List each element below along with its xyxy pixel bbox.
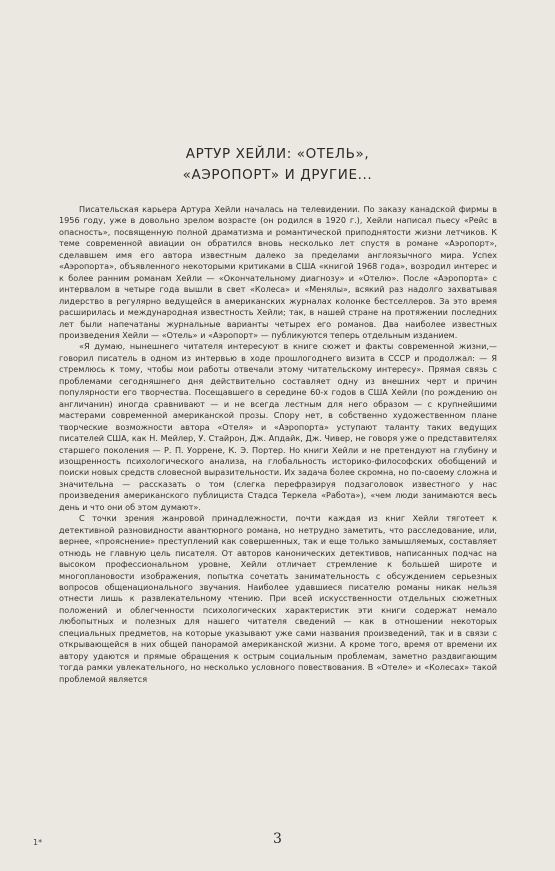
paragraph-2: «Я думаю, нынешнего читателя интересуют в книге сюжет и факты современной жизни,— говорил писатель в одном из интервью в ходе прошлогоднего визита в СССР и продолжал: — Я стремлюсь к тому, чтобы мои работы отвечали этому читательскому интересу». Прямая связь с проблемами сегодняшнего дня действительно составляет одну из внешних черт и причин популярности его творчества. Посещавшего в середине 60-х годов в США Хейли (по рождению он англичанин) иногда сравнивают — и не всегда лестным для него образом — с крупнейшими мастерами современной американской прозы. Спору нет, в собственно художественном плане творческие возможности автора «Отеля» и «Аэропорта» уступают таланту таких ведущих писателей США, как Н. Мейлер, У. Стайрон, Дж. Апдайк, Дж. Чивер, не говоря уже о представителях старшего поколения — Р. П. Уоррене, К. Э. Портер. Но книги Хейли и не претендуют на глубину и изощренность психологического анализа, на глобальность историко-философских обобщений и поиски новых средств словесной выразительности. Их задача более скромна, но по-своему сложна и значительна — рассказать о том (слегка перефразируя подзаголовок известного у нас произведения американского публициста Стадса Теркела «Работа»), «чем люди занимаются весь день и что они об этом думают». bbox=[59, 341, 497, 512]
page-title bbox=[0, 144, 555, 186]
signature-mark: 1* bbox=[33, 838, 43, 847]
article-body bbox=[59, 204, 497, 685]
paragraph-3: С точки зрения жанровой принадлежности, почти каждая из книг Хейли тяготеет к детективной разновидности авантюрного романа, но нетрудно заметить, что расследование, или, вернее, «прояснение» преступлений как совершенных, так и еще только замышляемых, составляет отнюдь не главную цель писателя. От авторов канонических детективов, написанных подчас на высоком профессиональном уровне, Хейли отличает стремление к большей широте и многоплановости изображения, попытка сочетать занимательность с обсуждением серьезных вопросов общенационального звучания. Наиболее удавшиеся писателю романы никак нельзя отнести лишь к развлекательному чтению. При всей искусственности отдельных сюжетных положений и облегченности психологических характеристик эти книги содержат немало любопытных и полезных для нашего читателя сведений — как в отношении некоторых специальных предметов, на которые указывают уже сами названия произведений, так и в связи с открывающейся в них общей панорамой американской жизни. А кроме того, время от времени их автору удаются и прямые обращения к острым социальным проблемам, заметно раздвигающим тогда рамки увлекательного, но несколько условного повествования. В «Отеле» и «Колесах» такой проблемой является bbox=[59, 513, 497, 684]
title-line-1: АРТУР ХЕЙЛИ: «ОТЕЛЬ», bbox=[185, 146, 370, 162]
paragraph-1: Писательская карьера Артура Хейли началась на телевидении. По заказу канадской фирмы в 1956 году, уже в довольно зрелом возрасте (он родился в 1920 г.), Хейли написал пьесу «Рейс в опасность», посвященную полной драматизма и романтической приподнятости жизни летчиков. К теме современной авиации он обратился вновь несколько лет спустя в романе «Аэропорт», сделавшем имя его автора известным далеко за пределами англоязычного мира. Успех «Аэропорта», объявленного некоторыми критиками в США «книгой 1968 года», возродил интерес и к более ранним романам Хейли — «Окончательному диагнозу» и «Отелю». После «Аэропорта» с интервалом в четыре года вышли в свет «Колеса» и «Менялы», всякий раз надолго захватывая лидерство в регулярно ведущейся в американских журналах колонке бестселлеров. За это время расширилась и международная известность Хейли; так, в нашей стране на протяжении последних лет были напечатаны журнальные варианты четырех его романов. Два наиболее известных произведения Хейли — «Отель» и «Аэропорт» — публикуются теперь отдельным изданием. bbox=[59, 204, 497, 340]
title-line-2: «АЭРОПОРТ» И ДРУГИЕ... bbox=[182, 167, 373, 183]
page-number: 3 bbox=[273, 831, 282, 847]
